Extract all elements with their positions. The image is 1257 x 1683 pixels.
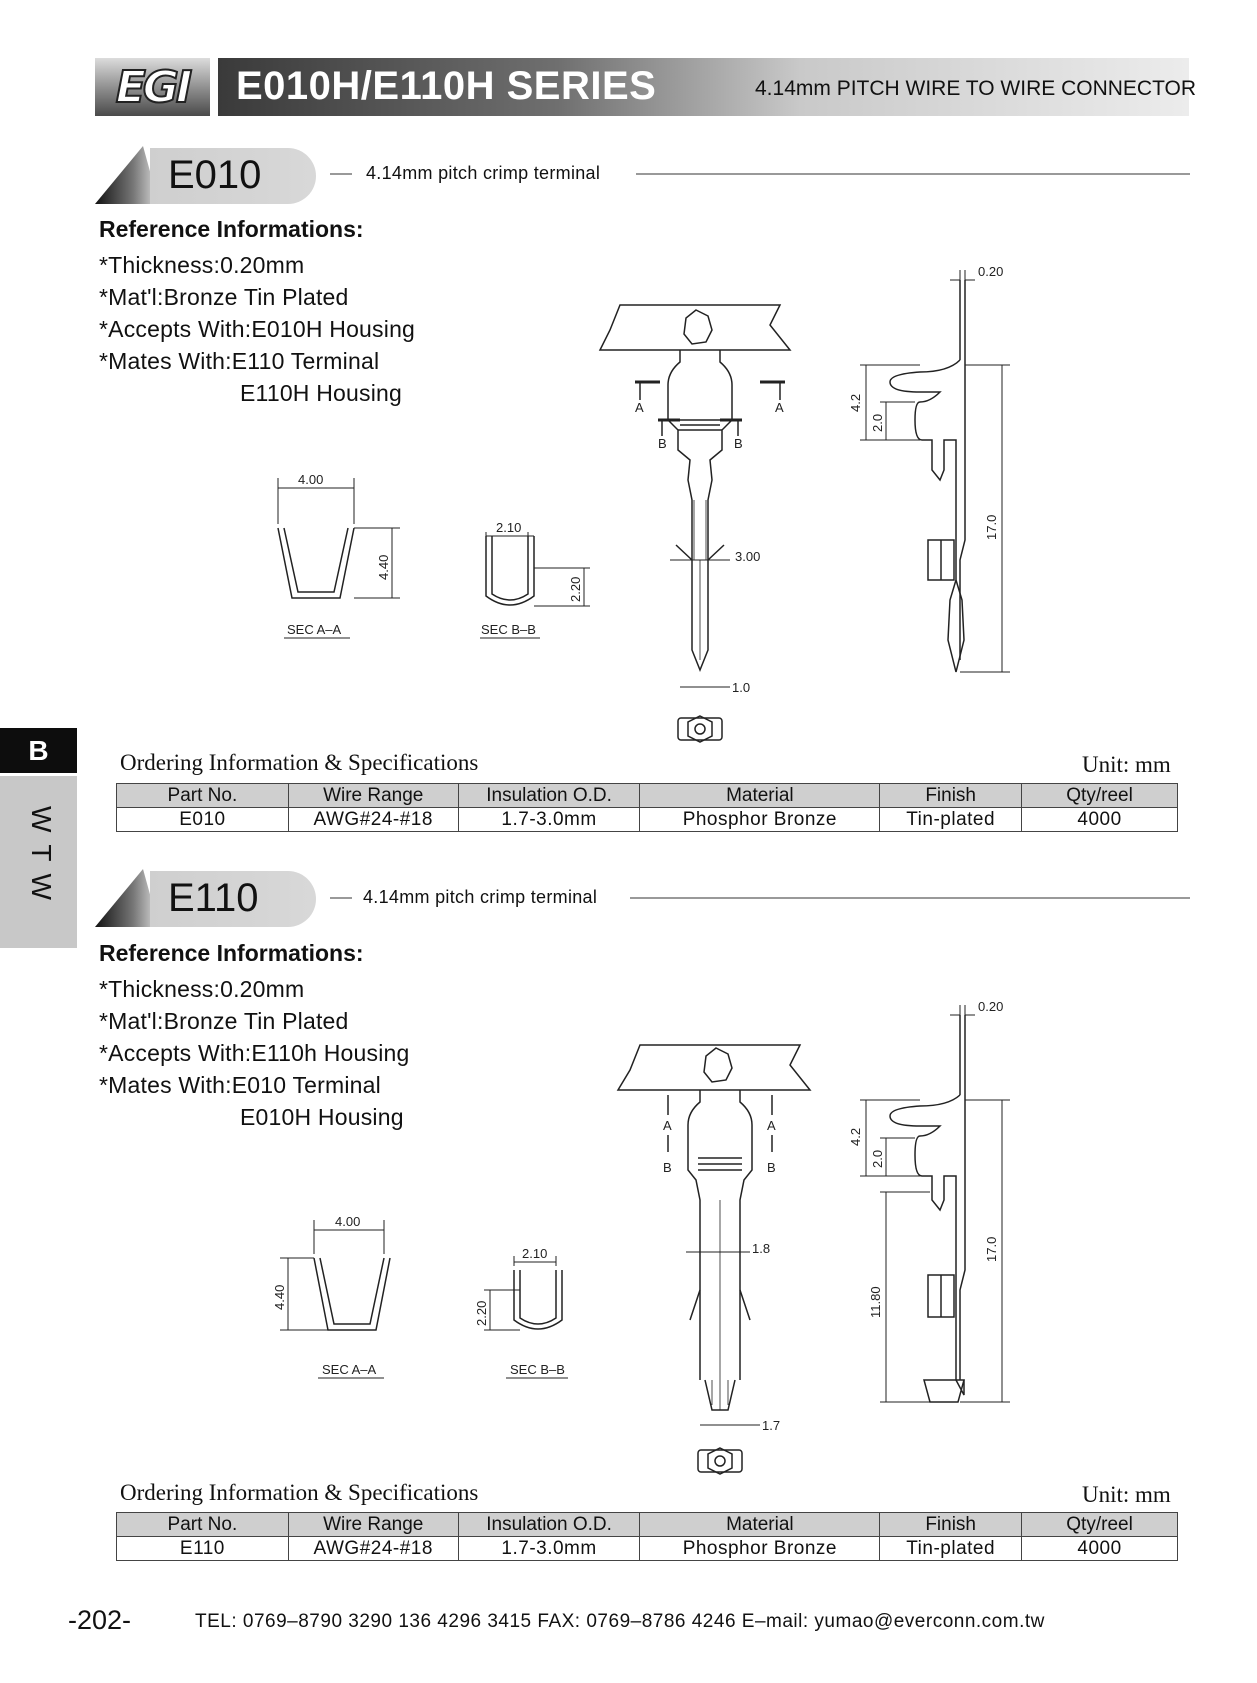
col-finish: Finish <box>880 784 1022 808</box>
ref-mates: *Mates With:E110 Terminal <box>99 348 380 374</box>
table-header-row <box>117 1513 1178 1537</box>
unit-label: Unit: mm <box>1082 752 1171 777</box>
col-insulation: Insulation O.D. <box>458 1513 640 1537</box>
dim-w18: 1.8 <box>752 1241 771 1256</box>
marker-b-left: B <box>663 1160 672 1175</box>
ref-accepts: *Accepts With:E110h Housing <box>99 1040 410 1066</box>
e010-side-view <box>890 280 965 672</box>
cell-wire-range: AWG#24-#18 <box>288 1537 458 1561</box>
e110-end-view <box>698 1448 742 1474</box>
dim-w300: 3.00 <box>735 549 761 564</box>
ref-thickness: *Thickness:0.20mm <box>99 976 305 1002</box>
ref-accepts: *Accepts With:E010H Housing <box>99 316 416 342</box>
col-qty: Qty/reel <box>1022 1513 1178 1537</box>
cell-wire-range: AWG#24-#18 <box>288 808 458 832</box>
col-qty: Qty/reel <box>1022 784 1178 808</box>
section-rule-left <box>330 173 352 175</box>
dim-aa-width: 4.00 <box>335 1214 361 1229</box>
ordering-heading: Ordering Information & Specifications <box>120 1480 479 1505</box>
cell-finish: Tin-plated <box>880 1537 1022 1561</box>
brand-logo-text: EGI <box>115 61 190 113</box>
e110-front-dims <box>686 1252 760 1425</box>
e010-side-dims <box>860 270 1010 672</box>
dim-aa-width: 4.00 <box>298 472 324 487</box>
unit-label: Unit: mm <box>1082 1482 1171 1507</box>
ref-material: *Mat'l:Bronze Tin Plated <box>99 284 349 310</box>
ref-mates-housing: E010H Housing <box>240 1104 404 1130</box>
dim-h20: 2.0 <box>870 1149 885 1168</box>
e110-front-view <box>618 1045 810 1410</box>
side-tab-letter: B <box>0 728 77 773</box>
ref-mates-housing: E110H Housing <box>240 380 402 406</box>
col-part-no: Part No. <box>117 784 289 808</box>
dim-bb-height: 2.20 <box>474 1300 489 1326</box>
label-sec-aa: SEC A–A <box>322 1362 377 1377</box>
cell-qty: 4000 <box>1022 1537 1178 1561</box>
dim-bb-height: 2.20 <box>568 576 583 602</box>
col-finish: Finish <box>880 1513 1022 1537</box>
e110-section-markers <box>668 1095 772 1152</box>
cell-material: Phosphor Bronze <box>640 1537 880 1561</box>
cell-qty: 4000 <box>1022 808 1178 832</box>
section-rule-left <box>330 897 352 899</box>
spec-table-e010 <box>116 783 1178 832</box>
dim-w10: 1.0 <box>732 680 751 695</box>
e010-end-view <box>678 716 722 742</box>
marker-a-left: A <box>663 1118 672 1133</box>
table-row <box>117 808 1178 832</box>
dim-h170: 17.0 <box>984 1236 999 1262</box>
page-number: -202- <box>68 1605 132 1635</box>
col-insulation: Insulation O.D. <box>458 784 640 808</box>
col-wire-range: Wire Range <box>288 1513 458 1537</box>
table-header-row <box>117 784 1178 808</box>
side-tab-category <box>0 776 77 948</box>
e110-side-view <box>890 1015 965 1402</box>
e010-technical-drawing <box>260 255 1060 745</box>
marker-b-right: B <box>767 1160 776 1175</box>
e110-sec-aa-dims <box>280 1220 384 1378</box>
reference-heading: Reference Informations: <box>99 940 364 966</box>
marker-a-right: A <box>775 400 784 415</box>
dim-h20: 2.0 <box>870 413 885 432</box>
marker-b-left: B <box>658 436 667 451</box>
dim-w17: 1.7 <box>762 1418 781 1433</box>
dim-aa-height: 4.40 <box>376 554 391 580</box>
ref-material: *Mat'l:Bronze Tin Plated <box>99 1008 349 1034</box>
reference-heading: Reference Informations: <box>99 216 364 242</box>
cell-material: Phosphor Bronze <box>640 808 880 832</box>
dim-thickness: 0.20 <box>978 264 1004 279</box>
ref-mates: *Mates With:E010 Terminal <box>99 1072 381 1098</box>
dim-h42: 4.2 <box>848 393 863 412</box>
ordering-heading: Ordering Information & Specifications <box>120 750 479 775</box>
e010-sec-bb-profile <box>486 536 534 605</box>
ref-thickness: *Thickness:0.20mm <box>99 252 305 278</box>
cell-part-no: E110 <box>117 1537 289 1561</box>
marker-a-left: A <box>635 400 644 415</box>
col-wire-range: Wire Range <box>288 784 458 808</box>
dim-h42: 4.2 <box>848 1127 863 1146</box>
label-sec-bb: SEC B–B <box>510 1362 565 1377</box>
label-sec-aa: SEC A–A <box>287 622 342 637</box>
section-desc: 4.14mm pitch crimp terminal <box>366 163 601 183</box>
e010-section-markers <box>635 382 785 436</box>
label-sec-bb: SEC B–B <box>481 622 536 637</box>
marker-b-right: B <box>734 436 743 451</box>
section-name: E110 <box>168 876 259 920</box>
page-title: E010H/E110H SERIES <box>236 64 657 108</box>
col-part-no: Part No. <box>117 1513 289 1537</box>
col-material: Material <box>640 784 880 808</box>
e110-technical-drawing <box>260 1000 1060 1480</box>
dim-h1180: 11.80 <box>868 1286 883 1318</box>
side-tab-label: WTW <box>26 806 57 912</box>
dim-aa-height: 4.40 <box>272 1284 287 1310</box>
contact-info: TEL: 0769–8790 3290 136 4296 3415 FAX: 0769–8786 4246 E–mail: yumao@everconn.com.tw <box>195 1611 1045 1632</box>
e010-front-view <box>600 305 790 670</box>
e110-sec-aa-profile <box>314 1258 390 1330</box>
marker-a-right: A <box>767 1118 776 1133</box>
section-rule-right <box>636 173 1190 175</box>
page-subtitle: 4.14mm PITCH WIRE TO WIRE CONNECTOR <box>755 77 1197 100</box>
cell-insulation: 1.7-3.0mm <box>458 808 640 832</box>
dim-bb-width: 2.10 <box>496 520 522 535</box>
cell-insulation: 1.7-3.0mm <box>458 1537 640 1561</box>
table-row <box>117 1537 1178 1561</box>
cell-finish: Tin-plated <box>880 808 1022 832</box>
spec-table-e110 <box>116 1512 1178 1561</box>
e110-sec-bb-profile <box>514 1270 562 1329</box>
col-material: Material <box>640 1513 880 1537</box>
dim-h170: 17.0 <box>984 514 999 540</box>
section-rule-right <box>630 897 1190 899</box>
dim-bb-width: 2.10 <box>522 1246 548 1261</box>
cell-part-no: E010 <box>117 808 289 832</box>
section-name: E010 <box>168 153 262 197</box>
dim-thickness: 0.20 <box>978 1000 1004 1014</box>
brand-logo <box>95 58 210 116</box>
e010-sec-aa-profile <box>278 528 354 598</box>
section-desc: 4.14mm pitch crimp terminal <box>363 887 598 907</box>
